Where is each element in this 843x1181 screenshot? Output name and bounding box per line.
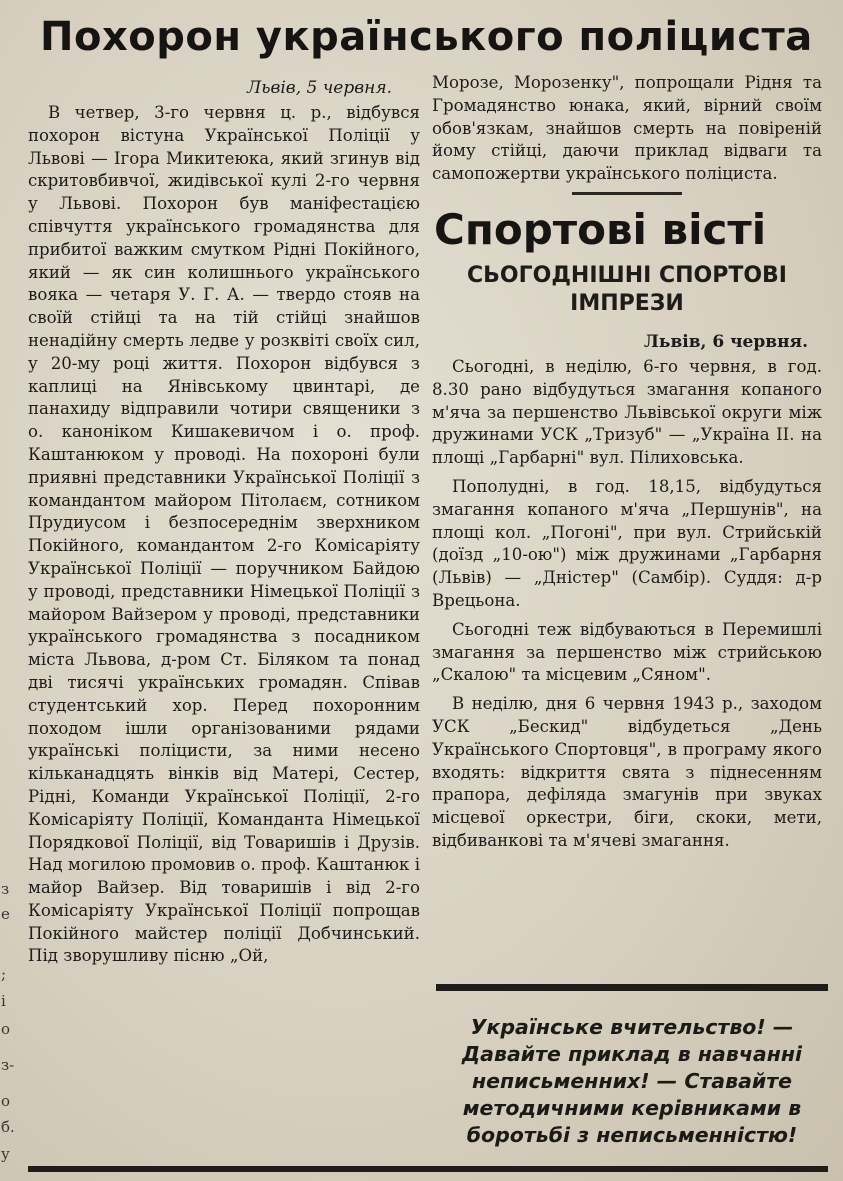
article-continuation: Морозе, Морозенку", попрощали Рідня та Громадянство юнака, який, вірний своїм обов'язкам, знайшов смерть на повіреній йому стійці, даючи приклад відваги та самопожертви українського поліциста.	[432, 73, 822, 184]
margin-fragment: о	[1, 1020, 11, 1038]
margin-fragment: з	[1, 880, 10, 898]
page-headline: Похорон українського поліциста	[40, 14, 813, 60]
margin-fragment: ;	[1, 965, 7, 983]
article-end-divider	[572, 192, 682, 195]
margin-fragment: б.	[1, 1118, 15, 1136]
sport-dateline: Львів, 6 червня.	[643, 331, 808, 352]
sport-paragraph: В неділю, дня 6 червня 1943 р., заходом УСК „Бескид" відбудеться „День Українського Спортовця", в програму якого входять: відкриття свята з піднесенням прапора, дефіляда змагунів при звуках місцевої оркестри, біги, скоки, мети, відбиванкові та м'ячеві змагання.	[432, 694, 822, 850]
article-left-column	[28, 78, 420, 968]
margin-fragment: з-	[1, 1056, 15, 1074]
margin-fragment: і	[1, 992, 6, 1010]
literacy-notice: Українське вчительство! — Давайте приклад в навчанні неписьменних! — Ставайте методичними керівниками в боротьбі з неписьменністю!	[461, 1015, 803, 1147]
margin-fragment: у	[1, 1145, 10, 1163]
section-rule	[436, 984, 828, 991]
article-dateline: Львів, 5 червня.	[247, 78, 392, 98]
right-column	[432, 72, 822, 853]
margin-fragment: о	[1, 1092, 11, 1110]
sport-paragraph: Сьогодні, в неділю, 6-го червня, в год. 8.30 рано відбудуться змагання копаного м'яча за першенство Львівської округи між дружинами УСК „Тризуб" — „Україна II. на площі „Гарбарні" вул. Пілиховська.	[432, 356, 822, 468]
sport-section-title: Спортові вісті	[434, 204, 767, 254]
sport-paragraph: Пополудні, в год. 18,15, відбудуться змагання копаного м'яча „Першунів", на площі кол. „Погоні", при вул. Стрийській (доїзд „10-ою") між дружинами „Гарбарня (Львів) — „Дністер" (Самбір). Суддя: д-р Врецьона.	[432, 476, 822, 610]
bottom-rule	[28, 1166, 828, 1172]
article-body: В четвер, 3-го червня ц. р., відбувся похорон вістуна Української Поліції у Львові — Ігора Микитеюка, який згинув від скритовбивчої, жидівської кулі 2-го червня у Львові. Похорон був маніфестацією співчуття українського громадянства для прибитої важким смутком Рідні Покійного, який — як син колишнього українського вояка — четаря У. Г. А. — твердо стояв на своїй стійці та на тій стійці знайшов ненадійну смерть ледве у розквіті своїх сил, у 20-му році життя. Похорон відбувся з каплиці на Янівському цвинтарі, де панахиду відправили чотири священики з о. каноніком Кишакевичом і о. проф. Каштанюком у проводі. На похороні були приявні представники Української Поліції з командантом майором Пітолаєм, сотником Прудиусом і безпосереднім зверхником Покійного, командантом 2-го Комісаріяту Української Поліції — поручником Байдою у проводі, представники Німецької Поліції з майором Вайзером у проводі, представники українського громадянства з посадником міста Львова, д-ром Ст. Біляком та понад дві тисячі українських громадян. Співав студентський хор. Перед похоронним походом ішли організованими рядами українські поліцисти, за ними несено кільканадцять вінків від Матері, Сестер, Рідні, Команди Української Поліції, 2-го Комісаріяту Поліції, Команданта Німецької Порядкової Поліції, від Товаришів і Друзів. Над могилою промовив о. проф. Каштанюк і майор Вайзер. Від товаришів і від 2-го Комісаріяту Української Поліції попрощав Покійного майстер поліції Добчинський. Під зворушливу пісню „Ой,	[28, 103, 420, 966]
margin-fragment: е	[1, 905, 10, 923]
sport-paragraph: Сьогодні теж відбуваються в Перемишлі змагання за першенство між стрийською „Скалою" та місцевим „Сяном".	[432, 619, 822, 685]
sport-subtitle: СЬОГОДНІШНІ СПОРТОВІ ІМПРЕЗИ	[466, 262, 787, 316]
